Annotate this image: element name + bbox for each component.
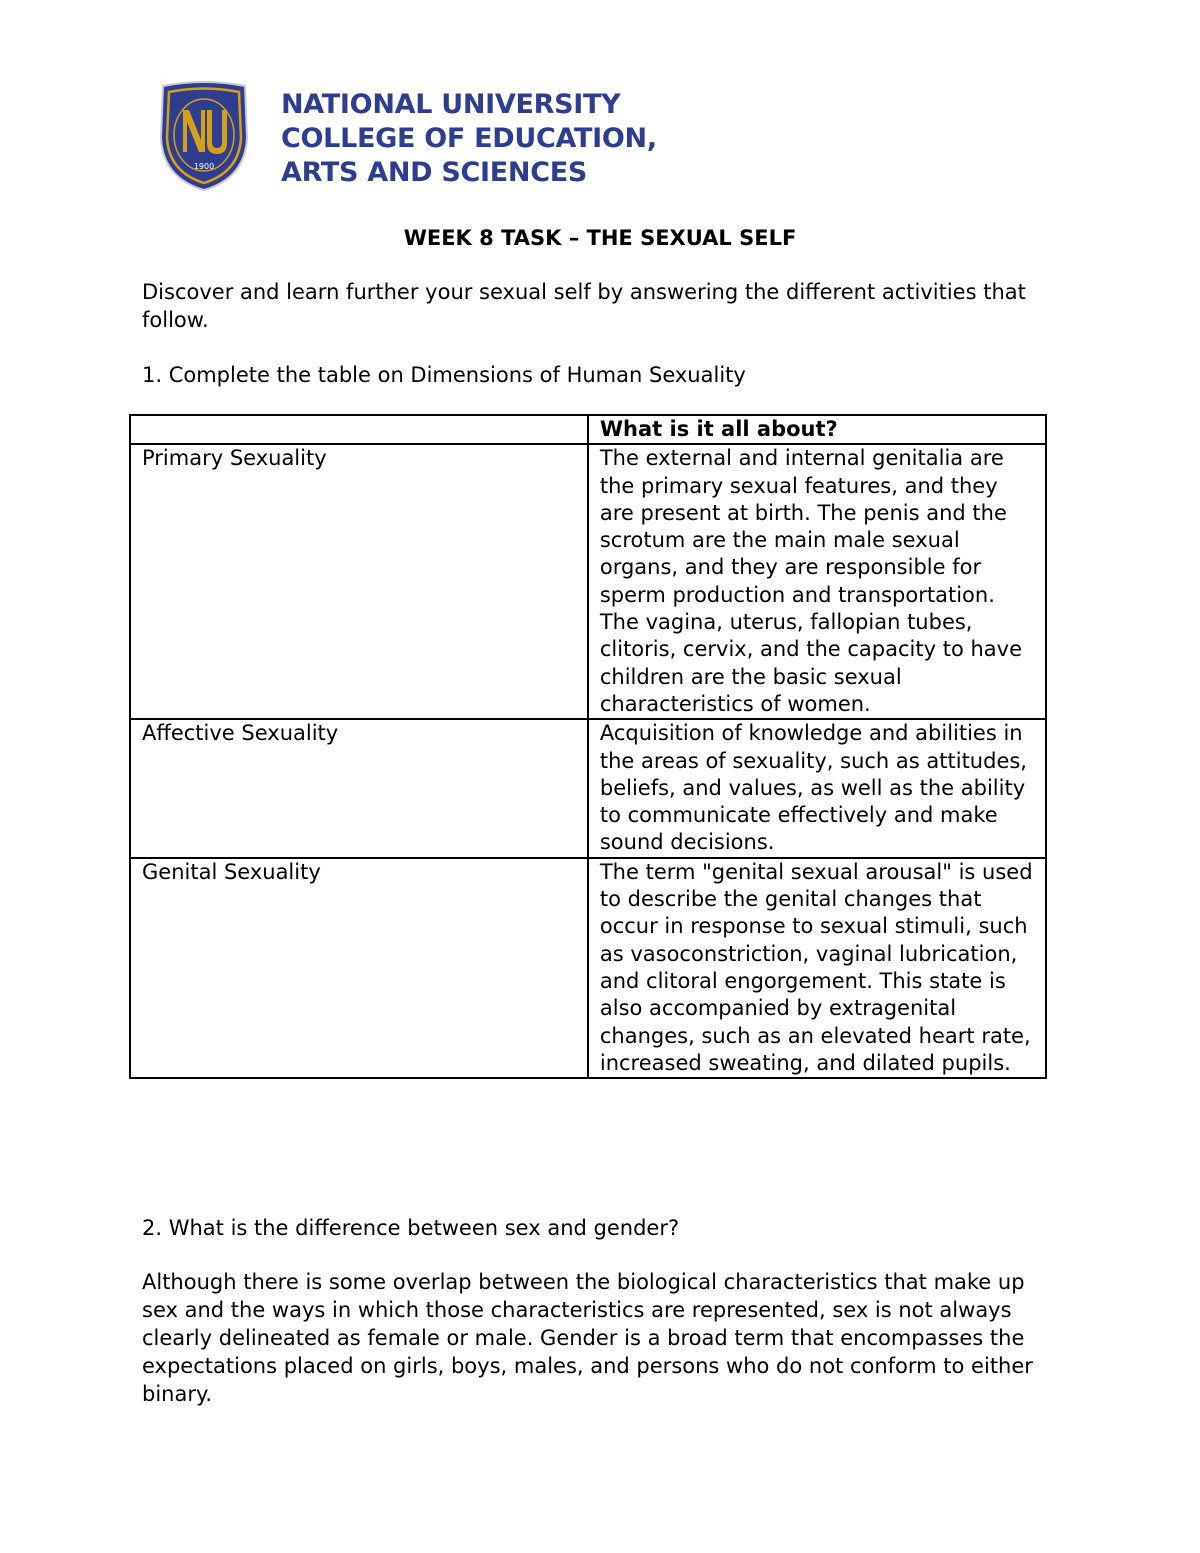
- table-row: [130, 858, 1046, 1078]
- dimension-cell: Affective Sexuality: [130, 719, 588, 857]
- org-name-line-2: COLLEGE OF EDUCATION,: [281, 123, 657, 154]
- description-cell: The external and internal genitalia are the primary sexual features, and they are present at birth. The penis and the scrotum are the main male sexual organs, and they are responsible for sperm production and transportation. The vagina, uterus, fallopian tubes, clitoris, cervix, and the capacity to have children are the basic sexual characteristics of women.: [588, 444, 1046, 719]
- org-name-line-3: ARTS AND SCIENCES: [281, 157, 587, 188]
- question-1: 1. Complete the table on Dimensions of Human Sexuality: [142, 363, 746, 387]
- university-header: [155, 80, 675, 195]
- seal-year: 1900: [193, 162, 215, 171]
- organization-name: [281, 88, 657, 190]
- table-row: [130, 719, 1046, 857]
- intro-paragraph: Discover and learn further your sexual self by answering the different activities that follow.: [142, 280, 1026, 332]
- question-2: 2. What is the difference between sex and gender?: [142, 1216, 680, 1240]
- document-title: WEEK 8 TASK – THE SEXUAL SELF: [403, 226, 797, 250]
- table-header-empty: [130, 415, 588, 444]
- answer-2-paragraph: Although there is some overlap between the biological characteristics that make up sex and the ways in which those characteristics are represented, sex is not always clearly delineated as female or male. Gender is a broad term that encompasses the expectations placed on girls, boys, males, and persons who do not conform to either binary.: [142, 1270, 1033, 1406]
- university-seal-logo: [155, 80, 253, 192]
- dimension-cell: Genital Sexuality: [130, 858, 588, 1078]
- table-header-about: What is it all about?: [588, 415, 1046, 444]
- table-header-row: [130, 415, 1046, 444]
- dimensions-table: [129, 414, 1047, 1079]
- table-row: [130, 444, 1046, 719]
- dimension-cell: Primary Sexuality: [130, 444, 588, 719]
- description-cell: The term "genital sexual arousal" is used to describe the genital changes that occur in response to sexual stimuli, such as vasoconstriction, vaginal lubrication, and clitoral engorgement. This state is also accompanied by extragenital changes, such as an elevated heart rate, increased sweating, and dilated pupils.: [588, 858, 1046, 1078]
- description-cell: Acquisition of knowledge and abilities in the areas of sexuality, such as attitudes, beliefs, and values, as well as the ability to communicate effectively and make sound decisions.: [588, 719, 1046, 857]
- org-name-line-1: NATIONAL UNIVERSITY: [281, 89, 621, 120]
